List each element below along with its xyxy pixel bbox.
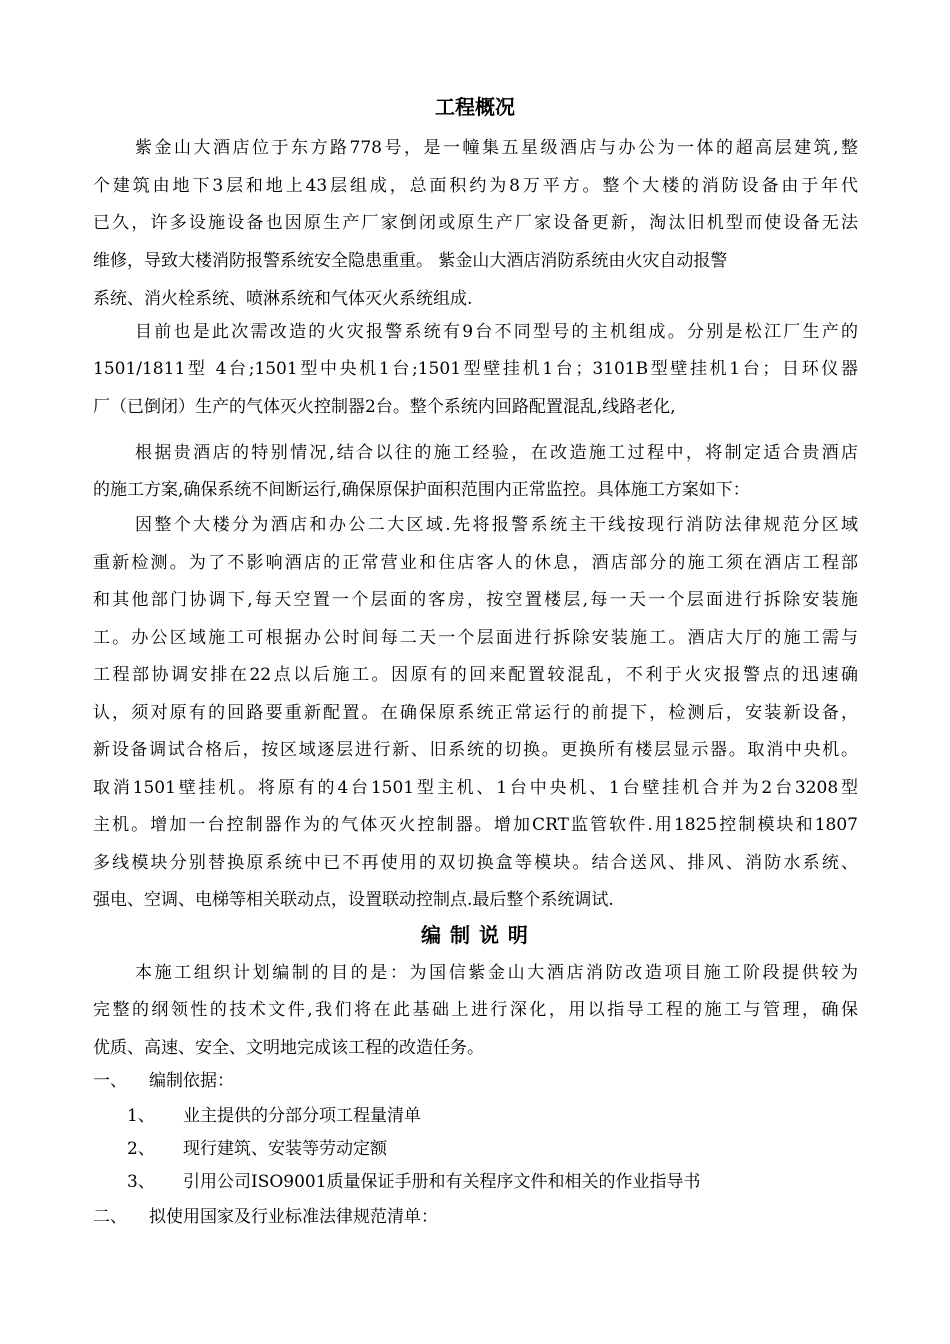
list-item-number: 3、 [127, 1172, 155, 1192]
paragraph-line: 根据贵酒店的特别情况,结合以往的施工经验，在改造施工过程中，将制定适合贵酒店 [135, 443, 858, 463]
paragraph-line: 重新检测。为了不影响酒店的正常营业和住店客人的休息，酒店部分的施工须在酒店工程部 [93, 553, 858, 573]
paragraph-line: 优质、高速、安全、文明地完成该工程的改造任务。 [93, 1038, 484, 1058]
paragraph-line: 厂（已倒闭）生产的气体灭火控制器2台。整个系统内回路配置混乱,线路老化, [93, 397, 676, 417]
list-item-text: 业主提供的分部分项工程量清单 [183, 1106, 421, 1126]
paragraph-line: 工。办公区域施工可根据办公时间每二天一个层面进行拆除安装施工。酒店大厅的施工需与 [93, 628, 858, 648]
list-item-text: 现行建筑、安装等劳动定额 [183, 1139, 387, 1159]
part1-number: 一、 [93, 1071, 127, 1091]
paragraph-line: 强电、空调、电梯等相关联动点，设置联动控制点.最后整个系统调试. [93, 890, 614, 910]
paragraph-line: 因整个大楼分为酒店和办公二大区域.先将报警系统主干线按现行消防法律规范分区域 [135, 515, 858, 535]
paragraph-line: 1501/1811型 4台;1501型中央机1台;1501型壁挂机1台；3101B型壁挂机1台；日环仪器 [93, 359, 858, 379]
paragraph-line: 认，须对原有的回路要重新配置。在确保原系统正常运行的前提下，检测后，安装新设备， [93, 703, 858, 723]
section-title-compilation-notes: 编 制 说 明 [421, 923, 529, 947]
paragraph-line: 本施工组织计划编制的目的是：为国信紫金山大酒店消防改造项目施工阶段提供较为 [135, 963, 858, 983]
paragraph-line: 已久，许多设施设备也因原生产厂家倒闭或原生产厂家设备更新，淘汰旧机型而使设备无法 [93, 213, 858, 233]
paragraph-line: 的施工方案,确保系统不间断运行,确保原保护面积范围内正常监控。具体施工方案如下： [93, 480, 750, 500]
list-item-number: 2、 [127, 1139, 155, 1159]
part1-heading: 编制依据： [149, 1071, 234, 1091]
paragraph-line: 多线模块分别替换原系统中已不再使用的双切换盒等模块。结合送风、排风、消防水系统、 [93, 853, 858, 873]
paragraph-line: 工程部协调安排在22点以后施工。因原有的回来配置较混乱，不利于火灾报警点的迅速确 [93, 665, 858, 685]
paragraph-line: 取消1501壁挂机。将原有的4台1501型主机、1台中央机、1台壁挂机合并为2台3208型 [93, 778, 858, 798]
section-title-project-overview: 工程概况 [435, 95, 515, 119]
part2-number: 二、 [93, 1207, 127, 1227]
paragraph-line: 完整的纲领性的技术文件,我们将在此基础上进行深化，用以指导工程的施工与管理，确保 [93, 1000, 858, 1020]
paragraph-line: 系统、消火栓系统、喷淋系统和气体灭火系统组成. [93, 289, 473, 309]
paragraph-line: 紫金山大酒店位于东方路778号，是一幢集五星级酒店与办公为一体的超高层建筑,整 [135, 138, 858, 158]
paragraph-line: 主机。增加一台控制器作为的气体灭火控制器。增加CRT监管软件.用1825控制模块和1807 [93, 815, 858, 835]
list-item-number: 1、 [127, 1106, 155, 1126]
paragraph-line: 个建筑由地下3层和地上43层组成，总面积约为8万平方。整个大楼的消防设备由于年代 [93, 176, 858, 196]
paragraph-line: 维修，导致大楼消防报警系统安全隐患重重。 紫金山大酒店消防系统由火灾自动报警 [93, 251, 728, 271]
paragraph-line: 和其他部门协调下,每天空置一个层面的客房，按空置楼层,每一天一个层面进行拆除安装施 [93, 590, 858, 610]
paragraph-line: 新设备调试合格后，按区域逐层进行新、旧系统的切换。更换所有楼层显示器。取消中央机。 [93, 740, 858, 760]
paragraph-line: 目前也是此次需改造的火灾报警系统有9台不同型号的主机组成。分别是松江厂生产的 [135, 322, 858, 342]
part2-heading: 拟使用国家及行业标准法律规范清单： [149, 1207, 438, 1227]
list-item-text: 引用公司ISO9001质量保证手册和有关程序文件和相关的作业指导书 [183, 1172, 701, 1192]
